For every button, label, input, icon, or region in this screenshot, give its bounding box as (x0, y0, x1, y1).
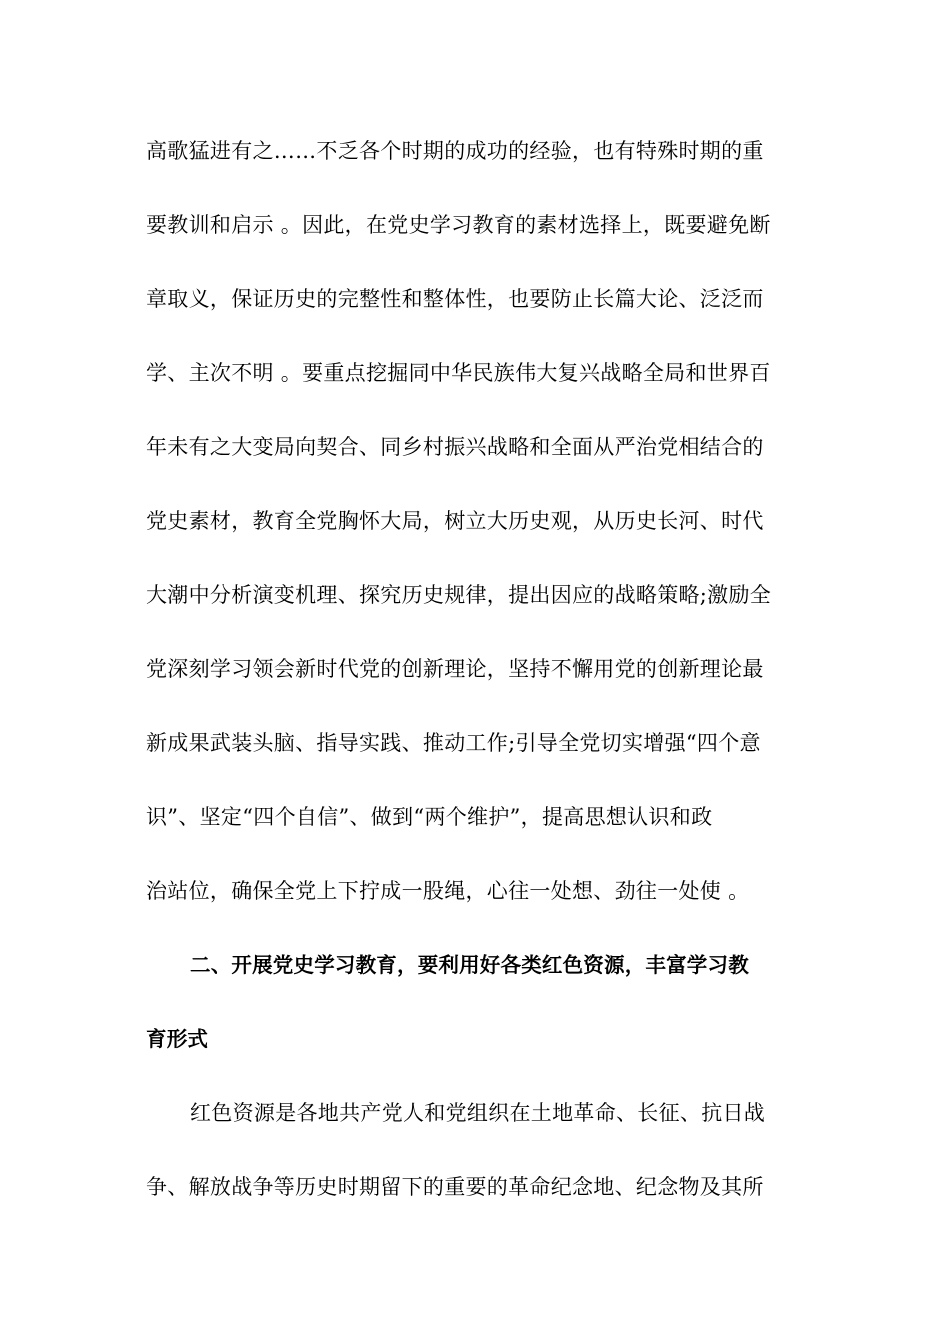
paragraph-line: 党史素材，教育全党胸怀大局，树立大历史观，从历史长河、时代 (146, 509, 764, 533)
paragraph-line: 大潮中分析演变机理、探究历史规律，提出因应的战略策略;激励全 (146, 583, 772, 607)
paragraph-line: 党深刻学习领会新时代党的创新理论，坚持不懈用党的创新理论最 (146, 657, 764, 681)
section-heading: 二、开展党史学习教育，要利用好各类红色资源，丰富学习教 (190, 953, 749, 977)
paragraph-line: 学、主次不明 。要重点挖掘同中华民族伟大复兴战略全局和世界百 (146, 361, 771, 385)
paragraph-line: 识”、坚定“四个自信”、做到“两个维护”，提高思想认识和政 (146, 805, 713, 829)
section-heading-continuation: 育形式 (146, 1027, 209, 1051)
paragraph-line: 要教训和启示 。因此，在党史学习教育的素材选择上，既要避免断 (146, 213, 771, 237)
paragraph-line: 争、解放战争等历史时期留下的重要的革命纪念地、纪念物及其所 (146, 1175, 764, 1199)
paragraph-line: 红色资源是各地共产党人和党组织在土地革命、长征、抗日战 (190, 1101, 766, 1125)
paragraph-line: 治站位，确保全党上下拧成一股绳，心往一处想、劲往一处使 。 (146, 879, 750, 903)
paragraph-line: 新成果武装头脑、指导实践、推动工作;引导全党切实增强“四个意 (146, 731, 761, 755)
paragraph-line: 高歌猛进有之……不乏各个时期的成功的经验，也有特殊时期的重 (146, 139, 764, 163)
paragraph-line: 年未有之大变局向契合、同乡村振兴战略和全面从严治党相结合的 (146, 435, 764, 459)
paragraph-line: 章取义，保证历史的完整性和整体性，也要防止长篇大论、泛泛而 (146, 287, 764, 311)
